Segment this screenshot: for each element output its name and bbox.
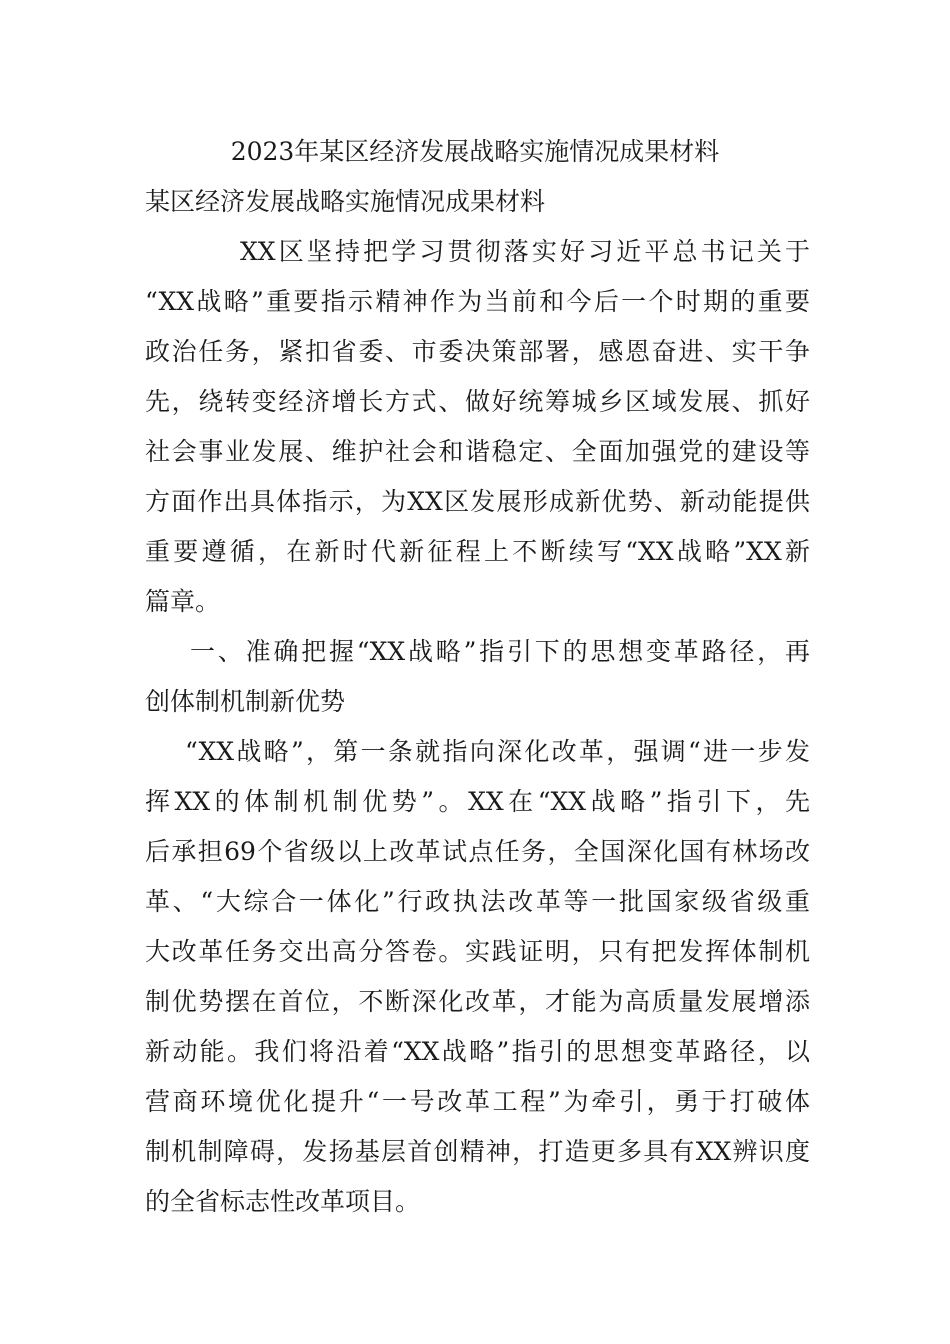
intro-line: 先，绕转变经济增长方式、做好统筹城乡区域发展、抓好 bbox=[145, 387, 810, 416]
section-body-line: 制优势摆在首位，不断深化改革，才能为高质量发展增添 bbox=[145, 987, 810, 1016]
intro-line: XX区坚持把学习贯彻落实好习近平总书记关于 bbox=[240, 237, 810, 266]
intro-line: 重要遵循，在新时代新征程上不断续写“XX战略”XX新 bbox=[145, 537, 810, 566]
section-body-line: 的全省标志性改革项目。 bbox=[145, 1187, 421, 1216]
intro-line: 政治任务，紧扣省委、市委决策部署，感恩奋进、实干争 bbox=[145, 337, 810, 366]
section-body-line: 革、“大综合一体化”行政执法改革等一批国家级省级重 bbox=[145, 887, 810, 916]
intro-line: 方面作出具体指示，为XX区发展形成新优势、新动能提供 bbox=[145, 487, 810, 516]
intro-line: 篇章。 bbox=[145, 587, 221, 616]
section-body-line: 制机制障碍，发扬基层首创精神，打造更多具有XX辨识度 bbox=[145, 1137, 810, 1166]
section-body-line: 大改革任务交出高分答卷。实践证明，只有把发挥体制机 bbox=[145, 937, 810, 966]
intro-line: 社会事业发展、维护社会和谐稳定、全面加强党的建设等 bbox=[145, 437, 810, 466]
section-body-line: 营商环境优化提升“一号改革工程”为牵引，勇于打破体 bbox=[145, 1087, 810, 1116]
section-body-line: 新动能。我们将沿着“XX战略”指引的思想变革路径，以 bbox=[145, 1037, 810, 1066]
section-body-line: “XX战略”，第一条就指向深化改革，强调“进一步发 bbox=[185, 737, 810, 766]
section-heading-line: 创体制机制新优势 bbox=[145, 687, 346, 716]
document-title: 2023年某区经济发展战略实施情况成果材料 bbox=[230, 137, 720, 166]
section-body-line: 挥XX的体制机制优势”。XX在“XX战略”指引下，先 bbox=[145, 787, 810, 816]
section-heading-line: 一、准确把握“XX战略”指引下的思想变革路径，再 bbox=[190, 637, 810, 666]
section-body-line: 后承担69个省级以上改革试点任务，全国深化国有林场改 bbox=[145, 837, 810, 866]
intro-line: “XX战略”重要指示精神作为当前和今后一个时期的重要 bbox=[145, 287, 810, 316]
document-subtitle: 某区经济发展战略实施情况成果材料 bbox=[145, 187, 546, 216]
